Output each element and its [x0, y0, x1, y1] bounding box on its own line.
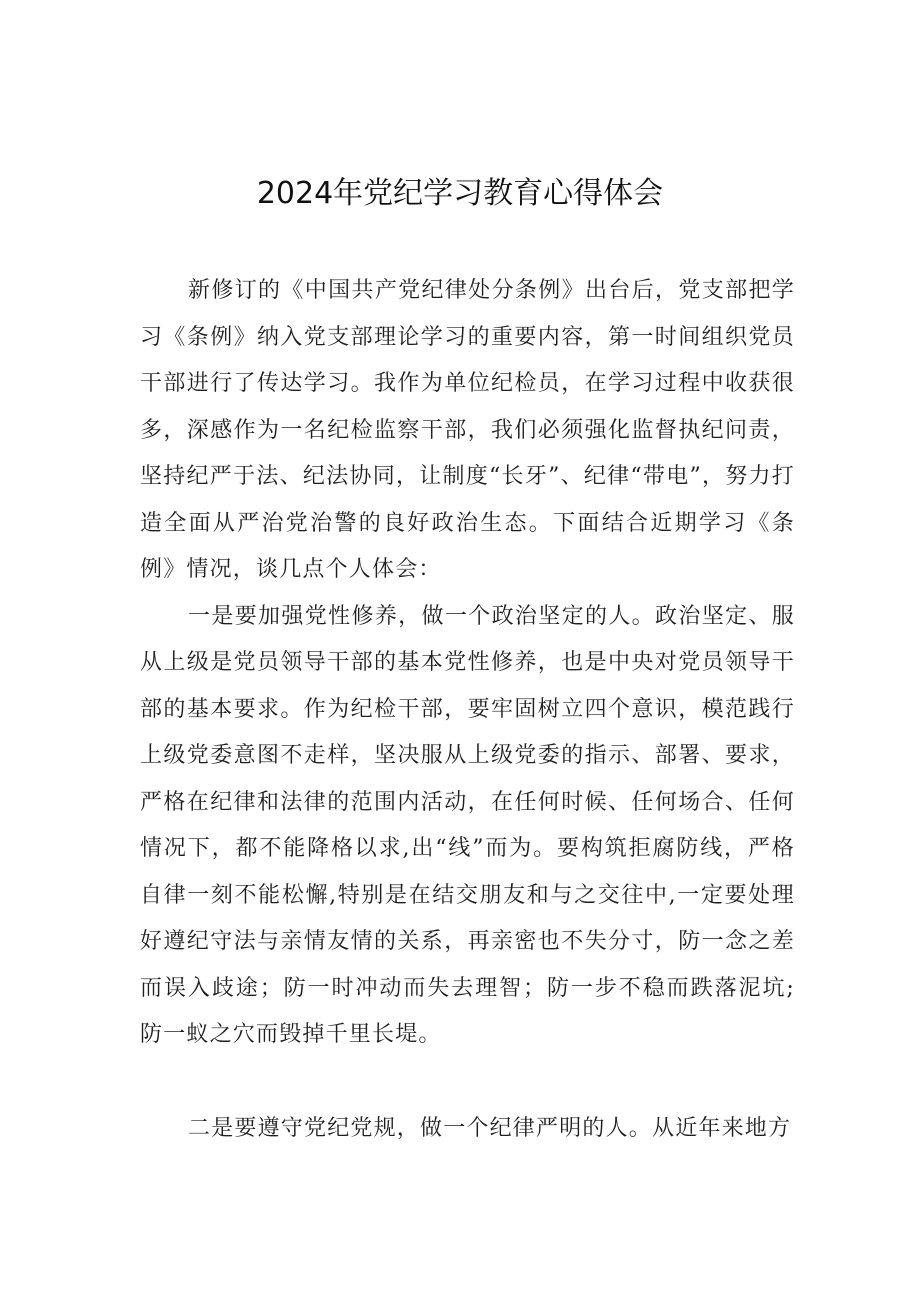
paragraph-point-two: 二是要遵守党纪党规，做一个纪律严明的人。从近年来地方 — [188, 1116, 792, 1141]
document-body-continued — [140, 1106, 795, 1153]
document-title: 2024年党纪学习教育心得体会 — [256, 176, 664, 211]
paragraph-intro: 新修订的《中国共产党纪律处分条例》出台后，党支部把学习《条例》纳入党支部理论学习的重要内容，第一时间组织党员干部进行了传达学习。我作为单位纪检员，在学习过程中收获很多，深感作为一名纪检监察干部，我们必须强化监督执纪问责，坚持纪严于法、纪法协同，让制度“长牙”、纪律“带电”，努力打造全面从严治党治警的良好政治生态。下面结合近期学习《条例》情况，谈几点个人体会： — [140, 278, 795, 582]
document-body — [140, 268, 795, 1059]
paragraph-point-one: 一是要加强党性修养，做一个政治坚定的人。政治坚定、服从上级是党员领导干部的基本党性修养，也是中央对党员领导干部的基本要求。作为纪检干部，要牢固树立四个意识，模范践行上级党委意图不走样，坚决服从上级党委的指示、部署、要求，严格在纪律和法律的范围内活动，在任何时候、任何场合、任何情况下，都不能降格以求,出“线”而为。要构筑拒腐防线，严格自律一刻不能松懈,特别是在结交朋友和与之交往中,一定要处理好遵纪守法与亲情友情的关系，再亲密也不失分寸，防一念之差而误入歧途；防一时冲动而失去理智；防一步不稳而跌落泥坑;防一蚁之穴而毁掉千里长堤。 — [140, 603, 795, 1047]
